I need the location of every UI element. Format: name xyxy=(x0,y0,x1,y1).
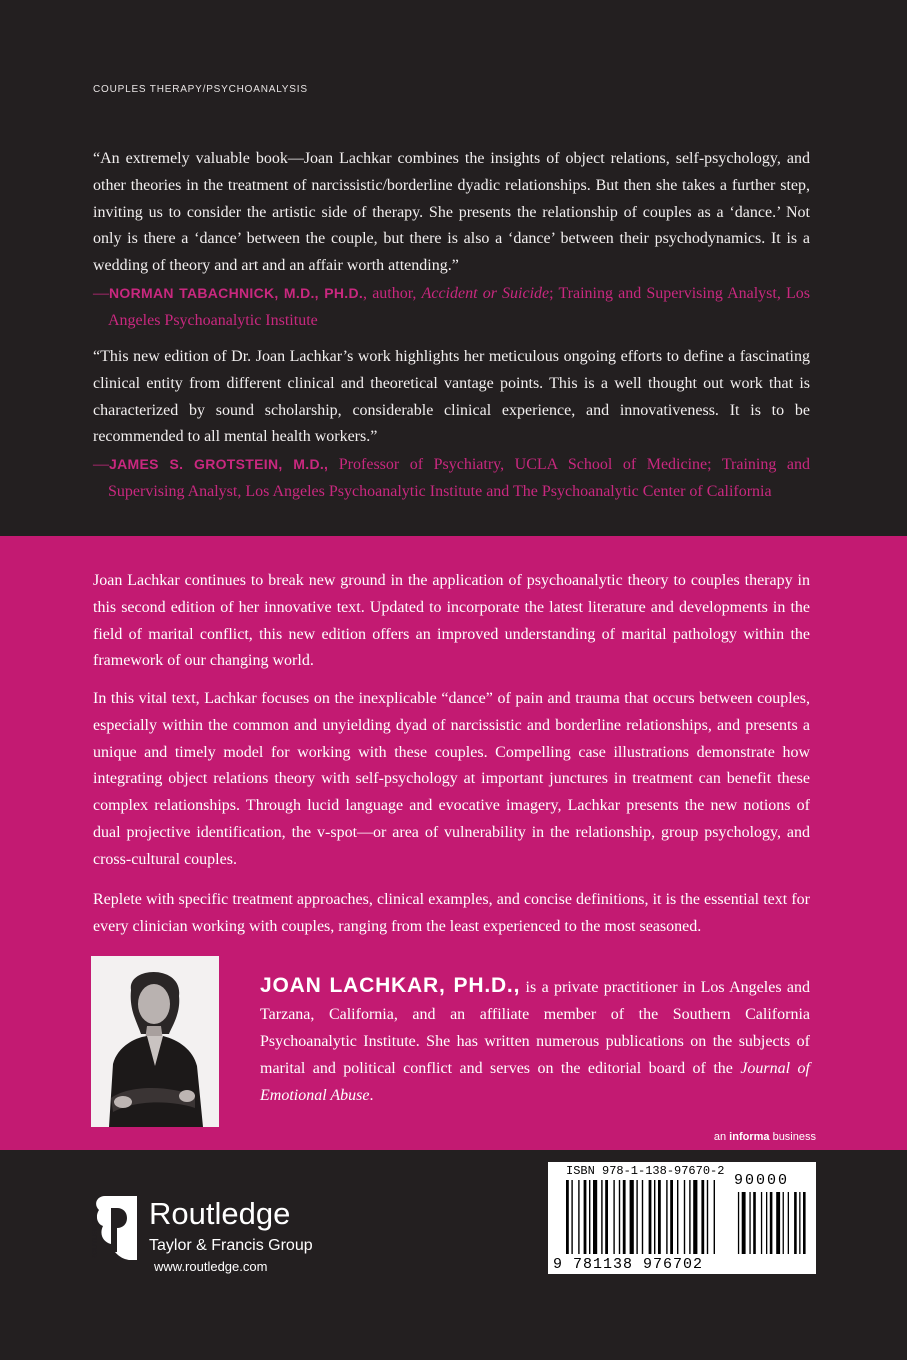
quote-attribution: —JAMES S. GROTSTEIN, M.D., Professor of Psychiatry, UCLA School of Medicine; Training and Supervising Analyst, Los Angeles Psychoanalytic Institute and The Psychoanalytic Center of California xyxy=(93,456,810,500)
barcode-bar xyxy=(670,1180,673,1254)
barcode-bar xyxy=(761,1192,762,1254)
barcode-bar xyxy=(701,1180,704,1254)
informa-tagline: an informa business xyxy=(713,1131,816,1143)
journal-title: Journal of Emotional Abuse xyxy=(260,1060,810,1104)
isbn-label: ISBN 978-1-138-97670-2 xyxy=(566,1164,725,1178)
barcode-bar xyxy=(605,1180,608,1254)
routledge-logo-icon xyxy=(91,1194,139,1262)
barcode-bar xyxy=(589,1180,590,1254)
barcode-bar xyxy=(613,1180,614,1254)
barcode-bar xyxy=(803,1192,806,1254)
barcode-bar xyxy=(714,1180,715,1254)
author-photo xyxy=(91,956,219,1127)
quote-text: “This new edition of Dr. Joan Lachkar’s work highlights her meticulous ongoing efforts to define a fascinating clinical entity from different clinical and theoretical vantage points. This is a well thought out work that is characterized by sound scholarship, considerable clinical experience, and innovativeness. It is to be recommended to all mental health workers.” xyxy=(93,348,810,446)
author-bio: JOAN LACHKAR, PH.D., is a private practitioner in Los Angeles and Tarzana, California, and an affiliate member of the Southern California Psychoanalytic Institute. She has written numerous publications on the subjects of marital and political conflict and serves on the editorial board of the Journal of Emotional Abuse. xyxy=(260,974,810,1104)
barcode-bar xyxy=(766,1192,767,1254)
barcode-bar xyxy=(776,1192,780,1254)
barcode-bar xyxy=(578,1180,579,1254)
barcode-bar xyxy=(658,1180,661,1254)
barcode-bar xyxy=(783,1192,784,1254)
barcode-bar xyxy=(742,1192,746,1254)
barcode-bar xyxy=(753,1192,756,1254)
publisher-url: www.routledge.com xyxy=(154,1259,268,1274)
barcode-bar xyxy=(770,1192,773,1254)
barcode-bar xyxy=(601,1180,602,1254)
publisher-name: Routledge xyxy=(149,1196,291,1231)
review-quote-1 xyxy=(93,146,810,335)
barcode-bar xyxy=(636,1180,637,1254)
publisher-group: Taylor & Francis Group xyxy=(149,1237,313,1254)
barcode-bar xyxy=(794,1192,797,1254)
barcode-bar xyxy=(584,1180,587,1254)
description-paragraph-2: In this vital text, Lachkar focuses on the inexplicable “dance” of pain and trauma that occurs between couples, especially within the common and unyielding dyad of narcissistic and borderline relationships, and presents a unique and timely model for working with these couples. Compelling case illustrations demonstrate how integrating object relations theory with self-psychology at important junctures in treatment can benefit these complex relationships. Through lucid language and evocative imagery, Lachkar presents the new notions of dual projective identification, the v-spot—or area of vulnerability in the relationship, group psychology, and cross-cultural couples. xyxy=(93,690,810,868)
barcode-bar xyxy=(799,1192,800,1254)
barcode-bar xyxy=(630,1180,634,1254)
barcode-bar xyxy=(642,1180,643,1254)
barcode-bar xyxy=(788,1192,789,1254)
barcode-digits: 9 781138 976702 xyxy=(553,1256,704,1273)
barcode-bar xyxy=(684,1180,685,1254)
reviewer-name: NORMAN TABACHNICK, M.D., PH.D. xyxy=(109,284,364,301)
description-paragraph-3: Replete with specific treatment approaches, clinical examples, and concise definitions, it is the essential text for every clinician working with couples, ranging from the least experienced to the most seasoned. xyxy=(93,891,810,935)
barcode-bar xyxy=(749,1192,750,1254)
description-paragraph-1: Joan Lachkar continues to break new ground in the application of psychoanalytic theory to couples therapy in this second edition of her innovative text. Updated to incorporate the latest literature and developments in the field of marital conflict, this new edition offers an improved understanding of marital pathology within the framework of our changing world. xyxy=(93,572,810,670)
author-name: JOAN LACHKAR, PH.D., xyxy=(260,974,521,997)
quote-text: “An extremely valuable book—Joan Lachkar combines the insights of object relations, self-psychology, and other theories in the treatment of narcissistic/borderline dyadic relationships. But then she takes a further step, inviting us to consider the artistic side of therapy. She presents the relationship of couples as a ‘dance.’ Not only is there a ‘dance’ between the couple, but there is also a ‘dance’ between their psychodynamics. It is a wedding of theory and art and an affair worth attending.” xyxy=(93,150,810,275)
barcode-bar xyxy=(689,1180,690,1254)
barcode-bar xyxy=(707,1180,708,1254)
barcode-bar xyxy=(654,1180,655,1254)
price-code: 90000 xyxy=(734,1172,790,1189)
barcode-bar xyxy=(571,1180,572,1254)
barcode-bar xyxy=(666,1180,667,1254)
reviewer-name: JAMES S. GROTSTEIN, M.D., xyxy=(109,456,329,473)
book-title: Accident or Suicide xyxy=(421,284,550,302)
barcode-bar xyxy=(623,1180,626,1254)
barcode-bar xyxy=(677,1180,678,1254)
barcode-bar xyxy=(619,1180,620,1254)
barcode-bar xyxy=(566,1180,569,1254)
quote-attribution: —NORMAN TABACHNICK, M.D., PH.D., author, Accident or Suicide; Training and Supervising Analyst, Los Angeles Psychoanalytic Institute xyxy=(93,284,810,329)
isbn-barcode xyxy=(548,1162,816,1274)
logo-vertical-text: ROUTLEDGE xyxy=(92,1216,99,1260)
category-label: COUPLES THERAPY/PSYCHOANALYSIS xyxy=(93,84,308,95)
barcode-bar xyxy=(693,1180,697,1254)
barcode-bar xyxy=(738,1192,739,1254)
barcode-bar xyxy=(649,1180,652,1254)
barcode-bar xyxy=(593,1180,597,1254)
review-quote-2 xyxy=(93,344,810,506)
